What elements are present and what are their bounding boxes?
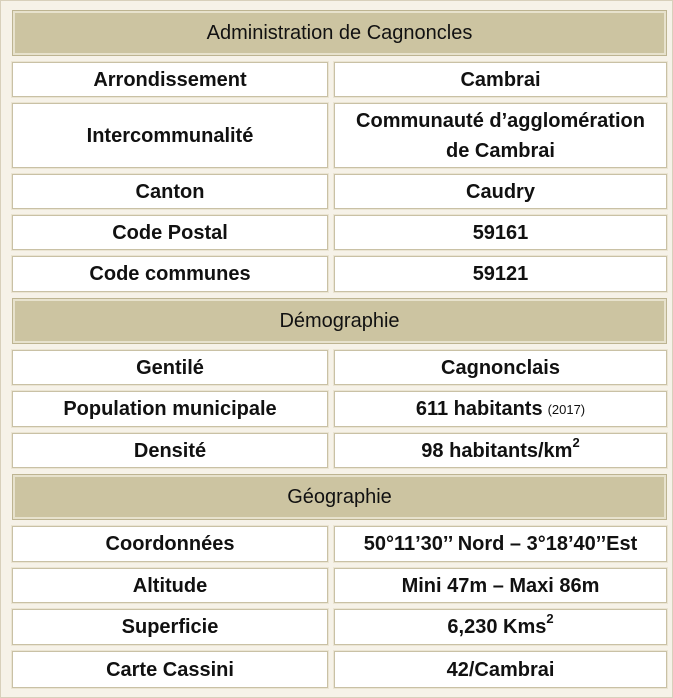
row-label-population: Population municipale (12, 391, 328, 427)
population-year-note: (2017) (547, 402, 586, 417)
row-label-densite: Densité (12, 433, 328, 468)
row-value-code-postal: 59161 (334, 215, 667, 250)
row-label-superficie: Superficie (12, 609, 328, 645)
section-header-demographie (12, 298, 667, 344)
row-value-canton: Caudry (334, 174, 667, 209)
row-label-altitude: Altitude (12, 568, 328, 603)
row-label-intercommunalite: Intercommunalité (12, 103, 328, 168)
superscript: 2 (572, 434, 580, 450)
row-value-densite: 98 habitants/km 2 (334, 433, 667, 468)
row-value-superficie: 6,230 Kms 2 (334, 609, 667, 645)
row-label-code-postal: Code Postal (12, 215, 328, 250)
row-label-code-communes: Code communes (12, 256, 328, 292)
row-value-population: 611 habitants (2017) (334, 391, 667, 427)
row-label-gentile: Gentilé (12, 350, 328, 385)
section-title: Géographie (287, 486, 392, 508)
row-value-code-communes: 59121 (334, 256, 667, 292)
row-value-altitude: Mini 47m – Maxi 86m (334, 568, 667, 603)
section-header-administration (12, 10, 667, 56)
section-header-geographie (12, 474, 667, 520)
section-title: Administration de Cagnoncles (206, 22, 473, 44)
row-label-coordonnees: Coordonnées (12, 526, 328, 562)
row-label-arrondissement: Arrondissement (12, 62, 328, 97)
superscript: 2 (546, 611, 554, 626)
row-value-coordonnees: 50°11’30’’ Nord – 3°18’40’’Est (334, 526, 667, 562)
row-value-intercommunalite: Communauté d’agglomération de Cambrai (334, 103, 667, 168)
row-label-carte-cassini: Carte Cassini (12, 651, 328, 688)
row-label-canton: Canton (12, 174, 328, 209)
row-value-gentile: Cagnonclais (334, 350, 667, 385)
row-value-arrondissement: Cambrai (334, 62, 667, 97)
row-value-carte-cassini: 42/Cambrai (334, 651, 667, 688)
section-title: Démographie (279, 310, 400, 332)
